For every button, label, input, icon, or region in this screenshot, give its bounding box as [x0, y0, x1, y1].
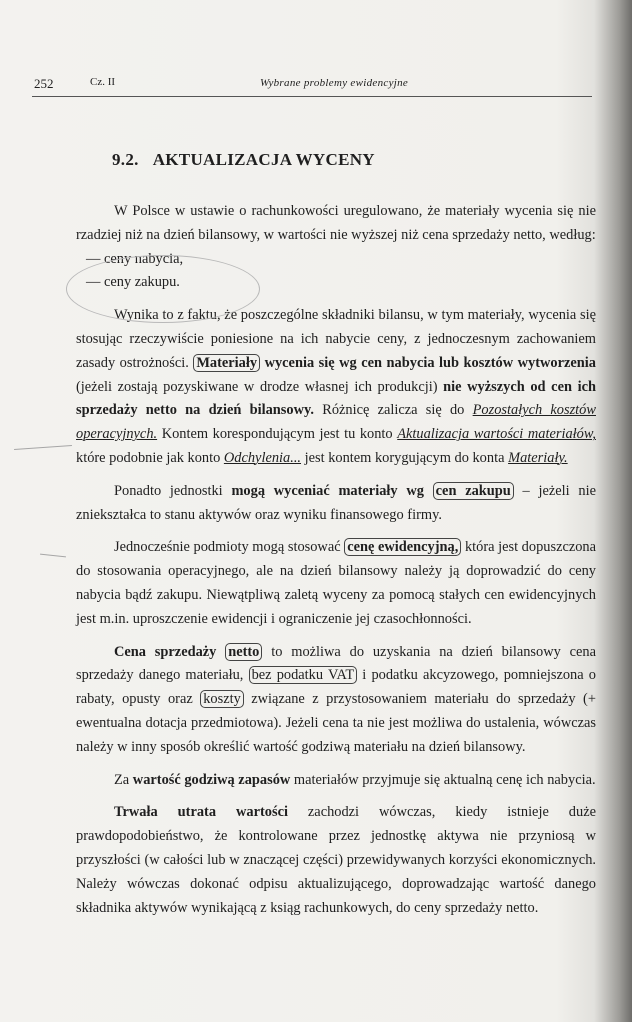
boxed-term-cena-ewidencyjna: cenę ewidencyjną,: [344, 538, 461, 556]
text-span: Ponadto jednostki: [114, 482, 223, 499]
paragraph-intro: W Polsce w ustawie o rachunkowości uregulowano, że materiały wycenia się nie rzadziej niż na dzień bilansowy, w wartości nie wyższej niż cena sprzedaży netto, według:: [76, 203, 596, 243]
paragraph-cena-ewidencyjna: [76, 536, 596, 631]
boxed-term-cen-zakupu: cen zakupu: [433, 482, 514, 500]
pencil-circle-annotation: [66, 255, 260, 323]
text-span: Za: [114, 771, 130, 788]
text-span: materiałów przyjmuje się aktualną cenę ich nabycia.: [293, 771, 596, 788]
section-heading: [112, 150, 375, 170]
italic-term-pozostale-koszty: Pozostałych kosztów operacyjnych.: [76, 402, 596, 443]
bold-term: Trwała utrata wartości: [114, 804, 288, 821]
boxed-term-koszty: koszty: [200, 690, 244, 708]
bold-term: mogą wyceniać materiały wg: [231, 482, 424, 499]
section-number: 9.2.: [112, 150, 139, 169]
list-item-ceny-zakupu: — ceny zakupu.: [86, 274, 180, 291]
text-span: Jednocześnie podmioty mogą stosować: [114, 539, 341, 556]
text-span: Różnicę zalicza się do: [322, 402, 465, 419]
running-header: [32, 76, 592, 97]
chapter-label: Cz. II: [90, 76, 116, 88]
bold-term: wartość godziwą zapasów: [132, 771, 291, 788]
text-span: Wynika to z faktu, że poszczególne składniki bilansu, w tym materiały, wycenia się stosując rzeczywiście poniesione na ich nabycie ceny, z jednoczesnym zachowaniem zasady ostrożności.: [76, 307, 596, 371]
text-span: – jeżeli nie zniekształca to stanu aktywów oraz wyniku finansowego firmy.: [76, 482, 596, 523]
section-title: AKTUALIZACJA WYCENY: [152, 150, 375, 169]
bold-term: Cena sprzedaży: [114, 643, 217, 660]
text-span: Kontem korespondującym jest tu konto: [161, 426, 393, 443]
boxed-term-netto: netto: [225, 643, 262, 661]
boxed-term-bez-vat: bez podatku VAT: [249, 666, 358, 684]
boxed-term-materialy: Materiały: [193, 354, 260, 372]
running-title: Wybrane problemy ewidencyjne: [260, 77, 409, 89]
italic-term-materialy: Materiały.: [508, 449, 568, 466]
text-span: i podatku akcyzowego, pomniejszona o rabaty, opusty oraz: [76, 667, 596, 708]
paragraph-cena-sprzedazy: [76, 641, 596, 760]
list-item-ceny-nabycia: — ceny nabycia,: [86, 250, 184, 267]
paragraph-cena-zakupu: [76, 480, 596, 528]
paragraph-wartosc-godziwa: [76, 769, 596, 793]
italic-term-odchylenia: Odchylenia...: [223, 449, 302, 466]
bold-term: wycenia się wg cen nabycia lub kosztów wytworzenia: [264, 354, 596, 371]
paragraph-valuation-rules: [76, 304, 596, 471]
text-span: związane z przystosowaniem materiału do sprzedaży (+ ewentualna dotacja przedmiotowa). Jeżeli cena ta nie jest możliwa do ustalenia, wówczas należy w inny sposób określić wartość godziwą materiału na dzień bilansowy.: [76, 691, 596, 755]
text-span: zachodzi wówczas, kiedy istnieje duże prawdopodobieństwo, że kontrolowane przez jednostkę aktywa nie przyniosą w przyszłości (w całości lub w znaczącej części) przewidywanych korzyści ekonomicznych. Należy wówczas dokonać odpisu aktualizującego, doprowadzając wartość danego składnika aktywów wynikającą z ksiąg rachunkowych, do ceny sprzedaży netto.: [76, 804, 596, 916]
text-span: (jeżeli zostają pozyskiwane w drodze własnej ich produkcji): [76, 378, 438, 395]
text-span: to możliwa do uzyskania na dzień bilansowy cena sprzedaży danego materiału,: [76, 643, 596, 684]
bold-term: nie wyższych od cen ich sprzedaży netto na dzień bilansowy.: [76, 378, 596, 419]
text-span: która jest dopuszczona do stosowania operacyjnego, ale na dzień bilansowy należy ją doprowadzić do ceny nabycia bądź zakupu. Niewątpliwą zaletą wyceny za pomocą stałych cen ewidencyjnych jest m.in. uproszczenie ewidencji i ograniczenie jej czasochłonności.: [76, 539, 597, 627]
italic-term-aktualizacja: Aktualizacja wartości materiałów,: [397, 426, 596, 443]
paragraph-trwala-utrata: [76, 801, 596, 920]
page-number: 252: [34, 76, 54, 91]
pencil-arrow-annotation: [40, 554, 66, 558]
text-span: które podobnie jak konto: [76, 449, 221, 466]
pencil-arrow-annotation: [14, 445, 72, 450]
text-span: jest kontem korygującym do konta: [304, 449, 505, 466]
